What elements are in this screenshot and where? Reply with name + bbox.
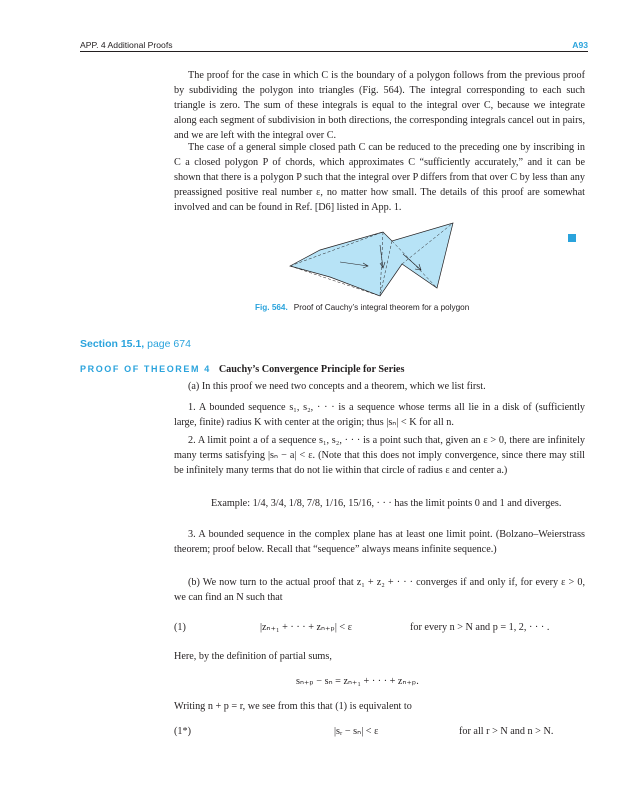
eq1-condition: for every n > N and p = 1, 2, · · · . [410, 622, 550, 633]
item-1-bounded-sequence: 1. A bounded sequence s₁, s₂, · · · is a sequence whose terms all lie in a disk of (sufficiently large, finite) radius K with center at the origin; thus |sₙ| < K for all n. [174, 402, 585, 429]
item-3-bolzano-weierstrass: 3. A bounded sequence in the complex plane has at least one limit point. (Bolzano–Weierstrass theorem; proof below. Recall that “sequence” always means infinite sequence.) [174, 529, 585, 556]
part-a-intro: (a) In this proof we need two concepts and a theorem, which we list first. [188, 381, 486, 392]
item-2-limit-point: 2. A limit point a of a sequence s₁, s₂, · · · is a point such that, given an ε > 0, there are infinitely many terms satisfying |sₙ − a| < ε. (Note that this does not imply convergence, since there may still be infinitely many terms that do not lie within that circle of radius ε and center a.) [174, 435, 585, 477]
section-heading [80, 338, 191, 350]
eq1star-number: (1*) [174, 726, 191, 737]
section-name: Section 15.1, [80, 338, 145, 350]
partial-sums-text: Here, by the definition of partial sums, [174, 651, 332, 662]
intro-paragraph-1: The proof for the case in which C is the boundary of a polygon follows from the previous proof by subdividing the polygon into triangles (Fig. 564). The integral corresponding to each such triangle is zero. The sum of these integrals is equal to the integral over C, because we integrate along each segment of subdivision in both directions, the corresponding integrals cancel out in pairs, and we are left with the integral over C. [174, 70, 585, 142]
proof-heading [80, 364, 404, 375]
equivalence-text: Writing n + p = r, we see from this that (1) is equivalent to [174, 701, 412, 712]
eq2-formula: sₙ₊ₚ − sₙ = zₙ₊₁ + · · · + zₙ₊ₚ. [296, 676, 419, 687]
figure-caption-text: Proof of Cauchy’s integral theorem for a polygon [293, 303, 470, 312]
proof-label: PROOF OF THEOREM 4 [80, 364, 211, 374]
figure-caption [255, 303, 469, 312]
eq1star-formula: |sᵣ − sₙ| < ε [334, 726, 379, 737]
polygon-fill [290, 223, 453, 296]
part-b-intro: (b) We now turn to the actual proof that z₁ + z₂ + · · · converges if and only if, for every ε > 0, we can find an N such that [174, 577, 585, 604]
page-number: A93 [572, 40, 588, 50]
eq1-formula: |zₙ₊₁ + · · · + zₙ₊ₚ| < ε [260, 622, 352, 633]
section-page: page 674 [144, 338, 191, 350]
eq1-number: (1) [174, 622, 186, 633]
figure-label: Fig. 564. [255, 303, 288, 312]
running-header: APP. 4 Additional Proofs [80, 40, 173, 50]
eq1star-condition: for all r > N and n > N. [459, 726, 554, 737]
example-line: Example: 1/4, 3/4, 1/8, 7/8, 1/16, 15/16, · · · has the limit points 0 and 1 and diverges. [211, 498, 562, 509]
proof-title: Cauchy’s Convergence Principle for Series [218, 364, 405, 375]
intro-paragraph-2: The case of a general simple closed path C can be reduced to the preceding one by inscribing in C a closed polygon P of chords, which approximates C “sufficiently accurately,” and it can be shown that there is a polygon P such that the integral over P differs from that over C by less than any preassigned positive real number ε, no matter how small. The details of this proof are somewhat involved and can be found in Ref. [D6] listed in App. 1. [174, 142, 585, 214]
